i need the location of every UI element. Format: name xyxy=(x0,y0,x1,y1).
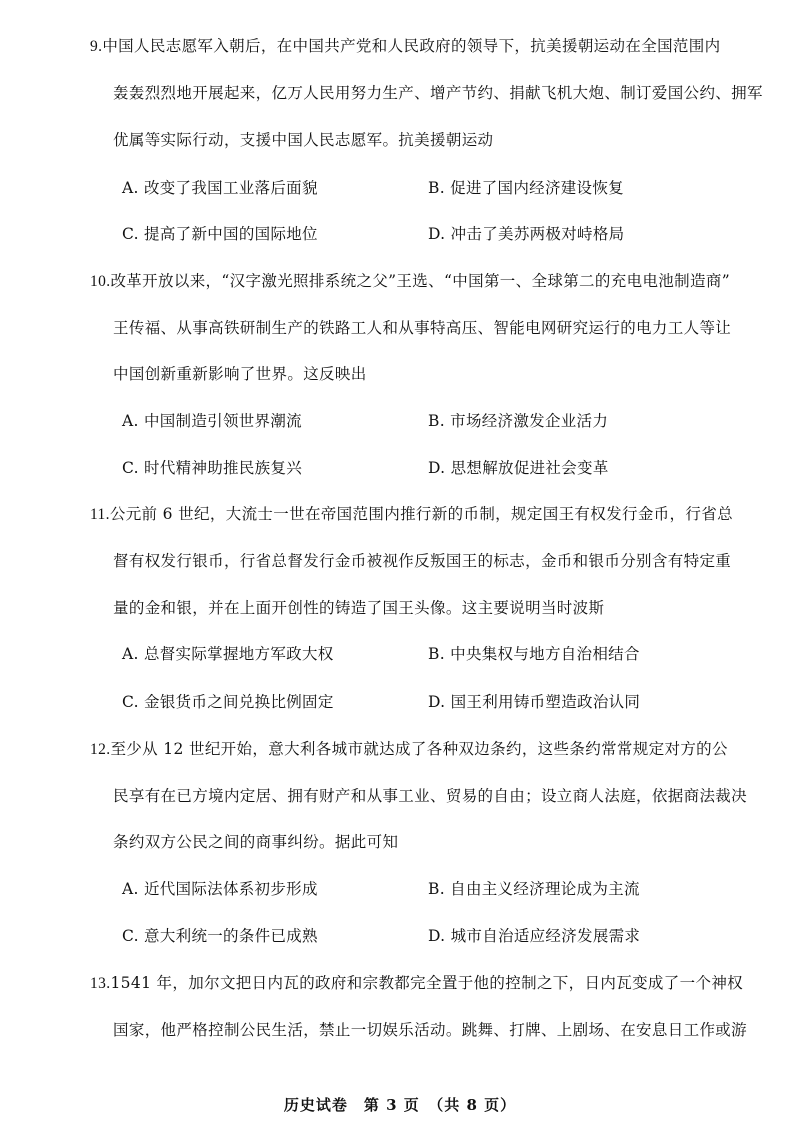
question-13-line-1 xyxy=(90,973,743,994)
question-number: 9. xyxy=(90,38,103,55)
question-text: 至少从 12 世纪开始，意大利各城市就达成了各种双边条约，这些条约常常规定对方的公 xyxy=(110,740,728,758)
question-11-line-3: 量的金和银，并在上面开创性的铸造了国王头像。这主要说明当时波斯 xyxy=(113,599,605,617)
question-10-option-c: C. 时代精神助推民族复兴 xyxy=(122,459,303,477)
question-9-line-1 xyxy=(90,36,720,57)
question-10-option-b: B. 市场经济激发企业活力 xyxy=(428,412,609,430)
question-number: 13. xyxy=(90,975,111,992)
question-10-line-2: 王传福、从事高铁研制生产的铁路工人和从事特高压、智能电网研究运行的电力工人等让 xyxy=(113,319,732,337)
question-text: 中国人民志愿军入朝后，在中国共产党和人民政府的领导下，抗美援朝运动在全国范围内 xyxy=(102,37,721,55)
question-9-line-2: 轰轰烈烈地开展起来，亿万人民用努力生产、增产节约、捐献飞机大炮、制订爱国公约、拥军 xyxy=(113,84,763,102)
question-9-option-b: B. 促进了国内经济建设恢复 xyxy=(428,179,624,197)
question-12-option-a: A. 近代国际法体系初步形成 xyxy=(122,880,318,898)
question-11-option-c: C. 金银货币之间兑换比例固定 xyxy=(122,693,334,711)
question-9-option-d: D. 冲击了美苏两极对峙格局 xyxy=(428,225,625,243)
question-12-option-c: C. 意大利统一的条件已成熟 xyxy=(122,927,318,945)
question-9-option-c: C. 提高了新中国的国际地位 xyxy=(122,225,318,243)
question-12-line-1 xyxy=(90,739,728,760)
question-number: 12. xyxy=(90,741,111,758)
question-text: 1541 年，加尔文把日内瓦的政府和宗教都完全置于他的控制之下，日内瓦变成了一个神权 xyxy=(110,974,744,992)
question-10-line-3: 中国创新重新影响了世界。这反映出 xyxy=(113,365,367,383)
question-10-option-d: D. 思想解放促进社会变革 xyxy=(428,459,609,477)
question-13-line-2: 国家，他严格控制公民生活，禁止一切娱乐活动。跳舞、打牌、上剧场、在安息日工作或游 xyxy=(113,1021,748,1039)
question-text: 改革开放以来，“汉字激光照排系统之父”王选、“中国第一、全球第二的充电电池制造商” xyxy=(110,272,730,290)
question-9-line-3: 优属等实际行动，支援中国人民志愿军。抗美援朝运动 xyxy=(113,131,494,149)
question-11-line-2: 督有权发行银币，行省总督发行金币被视作反叛国王的标志，金币和银币分别含有特定重 xyxy=(113,552,732,570)
question-9-option-a: A. 改变了我国工业落后面貌 xyxy=(122,179,318,197)
question-11-option-a: A. 总督实际掌握地方军政大权 xyxy=(122,645,334,663)
question-text: 公元前 6 世纪，大流士一世在帝国范围内推行新的币制，规定国王有权发行金币，行省总 xyxy=(109,505,733,523)
page-footer: 历史试卷 第 3 页 （共 8 页） xyxy=(283,1096,517,1114)
question-11-option-b: B. 中央集权与地方自治相结合 xyxy=(428,645,640,663)
question-12-option-b: B. 自由主义经济理论成为主流 xyxy=(428,880,640,898)
question-10-option-a: A. 中国制造引领世界潮流 xyxy=(122,412,302,430)
question-11-option-d: D. 国王利用铸币塑造政治认同 xyxy=(428,693,641,711)
question-number: 10. xyxy=(90,273,111,290)
question-12-line-2: 民享有在已方境内定居、拥有财产和从事工业、贸易的自由；设立商人法庭，依据商法裁决 xyxy=(113,787,748,805)
question-11-line-1 xyxy=(90,504,733,525)
question-number: 11. xyxy=(90,506,110,523)
question-10-line-1 xyxy=(90,271,730,292)
question-12-option-d: D. 城市自治适应经济发展需求 xyxy=(428,927,641,945)
question-12-line-3: 条约双方公民之间的商事纠纷。据此可知 xyxy=(113,833,399,851)
